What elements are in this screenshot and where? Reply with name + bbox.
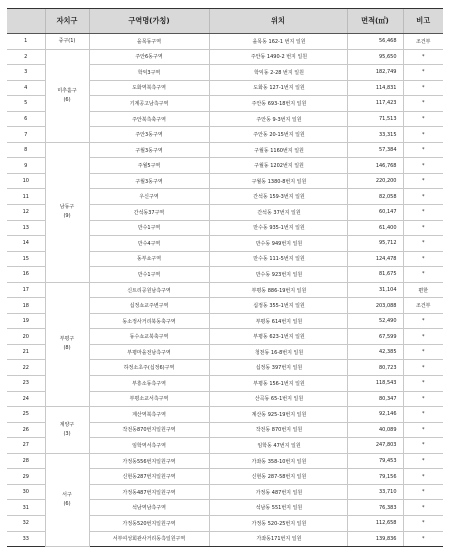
note-cell: * [403,391,443,407]
zone-name-cell: 주안6동구역 [89,49,209,65]
note-cell: * [403,376,443,392]
header-zone-name: 구역명(가칭) [89,9,209,34]
zone-name-cell: 동부쇼구역 [89,251,209,267]
note-cell: * [403,453,443,469]
location-cell: 산곡동 65-1번지 일원 [209,391,347,407]
row-number: 3 [7,65,45,81]
header-area: 면적(㎡) [347,9,403,34]
zone-name-cell: 구월3동구역 [89,173,209,189]
district-cell: 남동구 (9) [45,142,89,282]
area-cell: 71,513 [347,111,403,127]
area-cell: 31,104 [347,282,403,298]
zone-name-cell: 을목동구역 [89,34,209,50]
row-number: 12 [7,205,45,221]
location-cell: 계산동 925-19번지 일원 [209,407,347,423]
location-cell: 청천동 16-8번지 일원 [209,344,347,360]
note-cell: * [403,205,443,221]
zone-name-cell: 하정소초주(십정6)구역 [89,360,209,376]
table-row [7,407,443,423]
row-number: 24 [7,391,45,407]
zone-name-cell: 석남역남측구역 [89,500,209,516]
zone-name-cell: 계산역북측구역 [89,407,209,423]
area-cell: 92,146 [347,407,403,423]
location-cell: 부평동 886-19번지 일원 [209,282,347,298]
table-header-row [7,9,443,34]
location-cell: 석남동 551번지 일원 [209,500,347,516]
zone-name-cell: 주안3동구역 [89,127,209,143]
row-number: 25 [7,407,45,423]
zone-name-cell: 만수1구역 [89,267,209,283]
area-cell: 79,453 [347,453,403,469]
note-cell: * [403,438,443,454]
row-number: 31 [7,500,45,516]
row-number: 21 [7,344,45,360]
zone-name-cell: 가정동487번지일원구역 [89,484,209,500]
area-cell: 80,723 [347,360,403,376]
area-cell: 82,058 [347,189,403,205]
note-cell: * [403,49,443,65]
area-cell: 220,200 [347,173,403,189]
area-cell: 40,089 [347,422,403,438]
zone-name-cell: 만수4구역 [89,236,209,252]
row-number: 4 [7,80,45,96]
row-number: 20 [7,329,45,345]
area-cell: 114,831 [347,80,403,96]
area-cell: 139,836 [347,531,403,547]
area-cell: 42,385 [347,344,403,360]
zone-name-cell: 가정동556번지일원구역 [89,453,209,469]
location-cell: 만수동 949번지 일원 [209,236,347,252]
note-cell: * [403,531,443,547]
location-cell: 주안동 693-18번지 일원 [209,96,347,112]
row-number: 19 [7,313,45,329]
location-cell: 구월동 1380-8번지 일원 [209,173,347,189]
zone-name-cell: 우신구역 [89,189,209,205]
zone-name-cell: 기계공고남측구역 [89,96,209,112]
location-cell: 가좌동 358-10번지 일원 [209,453,347,469]
zone-name-cell: 십정쇼교주변구역 [89,298,209,314]
location-cell: 가정동 520-25번지 일원 [209,515,347,531]
zone-name-cell: 서부여성회관사거리동측일원구역 [89,531,209,547]
location-cell: 주안동 9-3번지 일원 [209,111,347,127]
note-cell: * [403,158,443,174]
location-cell: 작전동 870번지 일원 [209,422,347,438]
row-number: 8 [7,142,45,158]
district-cell: 서구 (6) [45,453,89,546]
area-cell: 33,710 [347,484,403,500]
area-cell: 61,400 [347,220,403,236]
zone-table [7,8,443,547]
zone-name-cell: 부흥소동측구역 [89,376,209,392]
area-cell: 33,315 [347,127,403,143]
area-cell: 95,712 [347,236,403,252]
row-number: 13 [7,220,45,236]
location-cell: 신현동 287-58번지 일원 [209,469,347,485]
location-cell: 학익동 2-28 번지 일원 [209,65,347,81]
area-cell: 117,423 [347,96,403,112]
note-cell: * [403,111,443,127]
zone-name-cell: 가정동520번지일원구역 [89,515,209,531]
table-row [7,282,443,298]
header-location: 위치 [209,9,347,34]
district-cell: 중구(1) [45,34,89,50]
note-cell: * [403,469,443,485]
district-cell: 미추홀구 (6) [45,49,89,142]
zone-name-cell: 부평마을전남측구역 [89,344,209,360]
row-number: 29 [7,469,45,485]
table-row [7,49,443,65]
district-cell: 계양구 (3) [45,407,89,454]
zone-name-cell: 주안북측축구역 [89,111,209,127]
note-cell: * [403,360,443,376]
row-number: 18 [7,298,45,314]
area-cell: 124,478 [347,251,403,267]
location-cell: 만수동 935-1번지 일원 [209,220,347,236]
note-cell: * [403,329,443,345]
row-number: 7 [7,127,45,143]
area-cell: 182,749 [347,65,403,81]
location-cell: 가정동 487번지 일원 [209,484,347,500]
zone-name-cell: 주월5구역 [89,158,209,174]
location-cell: 간석동 159-3번지 일원 [209,189,347,205]
row-number: 2 [7,49,45,65]
row-number: 27 [7,438,45,454]
table-row [7,34,443,50]
note-cell: * [403,236,443,252]
location-cell: 임학동 47번지 일원 [209,438,347,454]
area-cell: 79,156 [347,469,403,485]
row-number: 9 [7,158,45,174]
note-cell: * [403,344,443,360]
location-cell: 만수동 923번지 일원 [209,267,347,283]
note-cell: 조건부 [403,34,443,50]
location-cell: 구월동 1160번지 일원 [209,142,347,158]
location-cell: 도화동 127-1번지 일원 [209,80,347,96]
header-number [7,9,45,34]
area-cell: 118,543 [347,376,403,392]
note-cell: * [403,142,443,158]
note-cell: * [403,422,443,438]
note-cell: * [403,80,443,96]
row-number: 32 [7,515,45,531]
zone-list-document [7,8,443,547]
location-cell: 만수동 111-5번지 일원 [209,251,347,267]
note-cell: * [403,267,443,283]
area-cell: 112,658 [347,515,403,531]
zone-name-cell: 구월3동구역 [89,142,209,158]
note-cell: * [403,313,443,329]
area-cell: 67,599 [347,329,403,345]
location-cell: 가좌동171번지 일원 [209,531,347,547]
row-number: 23 [7,376,45,392]
area-cell: 203,088 [347,298,403,314]
row-number: 28 [7,453,45,469]
zone-name-cell: 학익3구역 [89,65,209,81]
note-cell: * [403,515,443,531]
location-cell: 을목동 162-1 번지 일원 [209,34,347,50]
row-number: 10 [7,173,45,189]
note-cell: 조건부 [403,298,443,314]
location-cell: 주안동 20-15번지 일원 [209,127,347,143]
row-number: 22 [7,360,45,376]
zone-name-cell: 작전동870번지일원구역 [89,422,209,438]
note-cell: * [403,407,443,423]
location-cell: 간석동 37번지 일원 [209,205,347,221]
zone-name-cell: 동수쇼교북축구역 [89,329,209,345]
row-number: 6 [7,111,45,127]
note-cell: * [403,220,443,236]
zone-name-cell: 부평소교서측구역 [89,391,209,407]
table-row [7,142,443,158]
area-cell: 56,468 [347,34,403,50]
row-number: 33 [7,531,45,547]
note-cell: 편한 [403,282,443,298]
area-cell: 52,490 [347,313,403,329]
location-cell: 십정동 355-1번지 일원 [209,298,347,314]
zone-name-cell: 간석동37구역 [89,205,209,221]
table-row [7,453,443,469]
row-number: 30 [7,484,45,500]
note-cell: * [403,500,443,516]
area-cell: 60,147 [347,205,403,221]
table-body [7,34,443,547]
note-cell: * [403,96,443,112]
zone-name-cell: 신현동287번지일원구역 [89,469,209,485]
area-cell: 146,768 [347,158,403,174]
district-cell: 부평구 (8) [45,282,89,406]
zone-name-cell: 임학역서측구역 [89,438,209,454]
row-number: 17 [7,282,45,298]
row-number: 5 [7,96,45,112]
area-cell: 95,650 [347,49,403,65]
location-cell: 십정동 397번지 일원 [209,360,347,376]
note-cell: * [403,65,443,81]
row-number: 1 [7,34,45,50]
area-cell: 81,675 [347,267,403,283]
header-district: 자치구 [45,9,89,34]
zone-name-cell: 도화역북측구역 [89,80,209,96]
row-number: 11 [7,189,45,205]
row-number: 16 [7,267,45,283]
row-number: 26 [7,422,45,438]
zone-name-cell: 동소정사거리북동축구역 [89,313,209,329]
row-number: 14 [7,236,45,252]
note-cell: * [403,484,443,500]
row-number: 15 [7,251,45,267]
area-cell: 80,347 [347,391,403,407]
area-cell: 247,803 [347,438,403,454]
note-cell: * [403,189,443,205]
header-note: 비고 [403,9,443,34]
note-cell: * [403,127,443,143]
location-cell: 부평동 623-1번지 일원 [209,329,347,345]
note-cell: * [403,173,443,189]
location-cell: 부평동 614번지 일원 [209,313,347,329]
area-cell: 57,384 [347,142,403,158]
zone-name-cell: 만수1구역 [89,220,209,236]
location-cell: 구월동 1202번지 일원 [209,158,347,174]
area-cell: 76,383 [347,500,403,516]
note-cell: * [403,251,443,267]
location-cell: 부평동 156-1번지 일원 [209,376,347,392]
zone-name-cell: 신트리공원남측구역 [89,282,209,298]
location-cell: 주안동 1490-2 번지 일원 [209,49,347,65]
